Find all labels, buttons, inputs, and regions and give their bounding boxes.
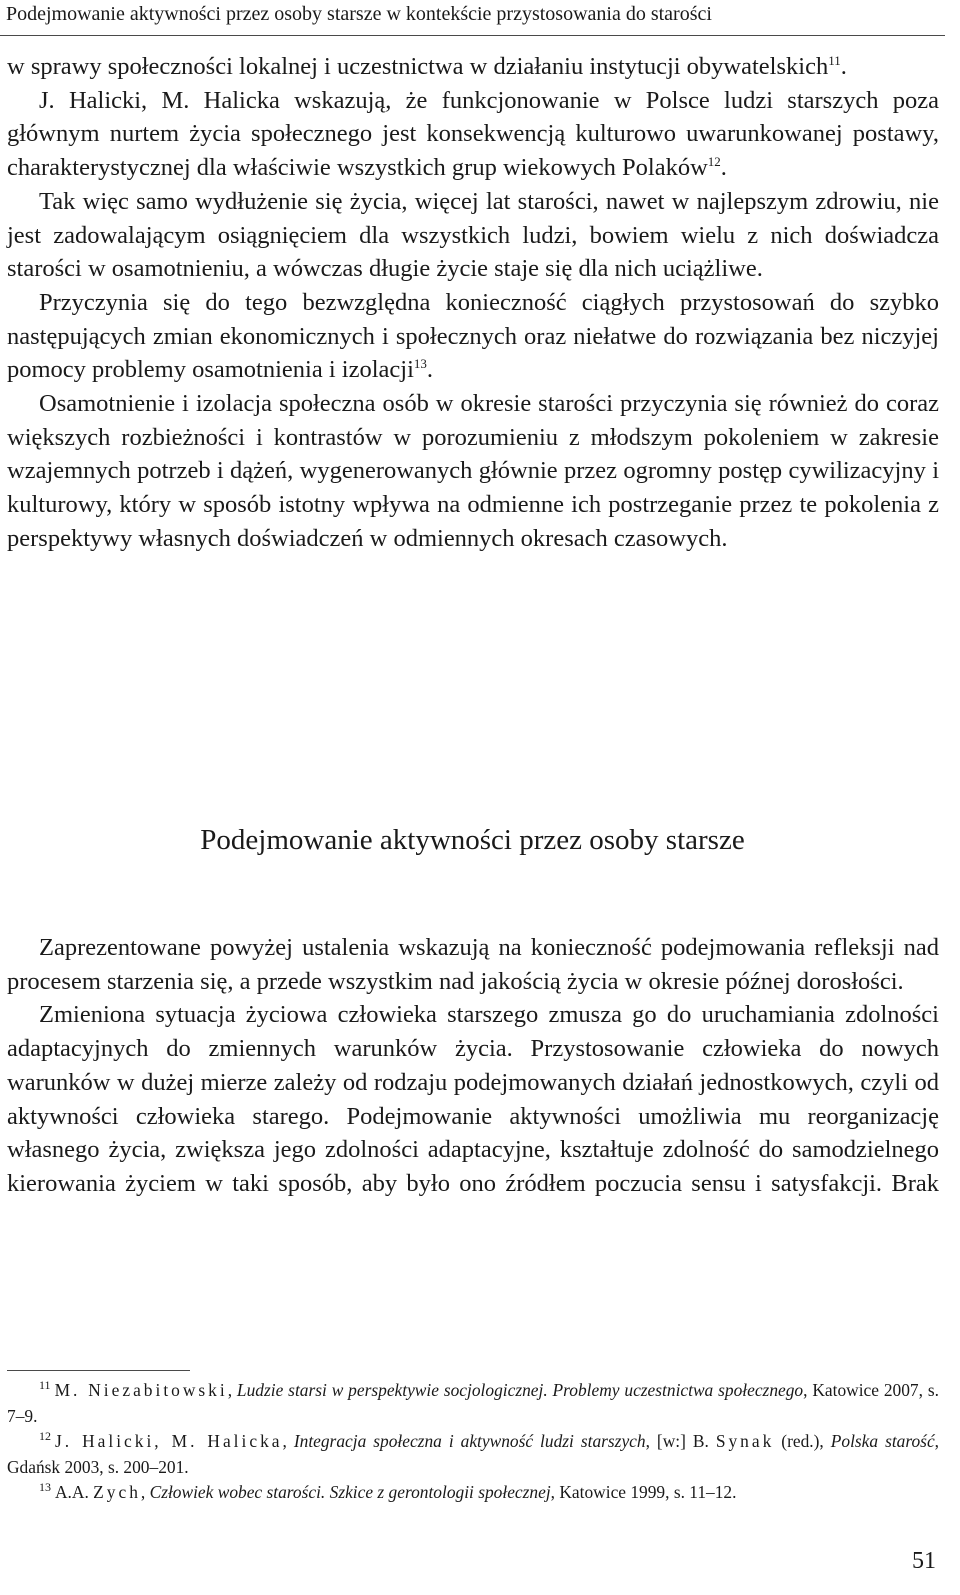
paragraph: J. Halicki, M. Halicka wskazują, że funkcjonowanie w Polsce ludzi starszych poza głównym nurtem życia społecznego jest konsekwencją kulturowo uwarunkowanej postawy, charakterystycznej dla właściwie wszystkich grup wiekowych Polaków$^{12}$. [7,86,939,182]
footnote-author: Zych [93,1482,141,1502]
footnote-title: Integracja społeczna i aktywność ludzi starszych [293,1431,646,1451]
footnote-13: $^{13}$ A.A. Zych, Człowiek wobec starości. Szkice z gerontologii społecznej, Katowice 1999, s. 11–12. [39,1480,737,1502]
footnotes [7,1378,939,1506]
footnote-editor: Synak [715,1431,775,1451]
footnote-ref[interactable]: 13 [413,356,427,372]
section-heading: Podejmowanie aktywności przez osoby starsze [200,824,745,856]
footnote-author: M. Niezabitowski [54,1380,228,1400]
paragraph: Tak więc samo wydłużenie się życia, więcej lat starości, nawet w najlepszym zdrowiu, nie jest zadowalającym osiągnięciem dla wszystkich ludzi, bowiem wielu z nich doświadcza starości w osamotnieniu, a wówczas długie życie staje się dla nich uciążliwe. [7,187,939,283]
running-head: Podejmowanie aktywności przez osoby starsze w kontekście przystosowania do starości [0,0,945,36]
footnote-ref[interactable]: 11 [828,52,841,68]
paragraph: Zaprezentowane powyżej ustalenia wskazują na konieczność podejmowania refleksji nad procesem starzenia się, a przede wszystkim nad jakością życia w okresie późnej dorosłości. [7,934,939,995]
paragraph: w sprawy społeczności lokalnej i uczestnictwa w działaniu instytucji obywatelskich$^{11}$. [7,52,847,80]
footnote-12: $^{12}$ J. Halicki, M. Halicka, Integracja społeczna i aktywność ludzi starszych, [w:] B. Synak (red.), Polska starość, Gdańsk 2003, s. 200–201. [7,1429,940,1477]
paragraph: Przyczynia się do tego bezwzględna konieczność ciągłych przystosowań do szybko następujących zmian ekonomicznych i społecznych oraz niełatwe do rozwiązania bez niczyjej pomocy problemy osamotnienia i izolacji$^{13}$. [7,288,939,384]
footnote-ref[interactable]: 12 [707,153,721,169]
footnote-number: 11 [39,1378,51,1393]
footnote-divider [7,1370,190,1371]
footnote-title: Człowiek wobec starości. Szkice z gerontologii społecznej [149,1482,551,1502]
paragraph: Zmieniona sytuacja życiowa człowieka starszego zmusza go do uruchamiania zdolności adaptacyjnych do zmiennych warunków życia. Przystosowanie człowieka do nowych warunków w dużej mierze zależy od rodzaju podejmowanych działań jednostkowych, czyli od aktywności człowieka starego. Podejmowanie aktywności umożliwia mu reorganizację własnego życia, zwiększa jego zdolności adaptacyjne, kształtuje zdolność do samodzielnego kierowania życiem w taki sposób, aby było ono źródłem poczucia sensu i satysfakcji. Brak [7,1001,939,1197]
page-number: 51 [912,1548,936,1574]
footnote-author: J. Halicki, M. Halicka [55,1431,283,1451]
body-section-1 [7,50,939,556]
body-section-2 [7,931,939,1201]
footnote-11: $^{11}$ M. Niezabitowski, Ludzie starsi w perspektywie socjologicznej. Problemy uczestnictwa społecznego, Katowice 2007, s. 7–9. [7,1378,939,1426]
footnote-title: Polska starość [830,1431,935,1451]
footnote-number: 12 [39,1429,51,1444]
footnote-number: 13 [39,1480,51,1495]
footnote-title: Ludzie starsi w perspektywie socjologicznej. Problemy uczestnictwa społecznego [236,1380,804,1400]
paragraph: Osamotnienie i izolacja społeczna osób w okresie starości przyczynia się również do coraz większych rozbieżności i kontrastów w porozumieniu z młodszym pokoleniem w zakresie wzajemnych potrzeb i dążeń, wygenerowanych głównie przez ogromny postęp cywilizacyjny i kulturowy, który w sposób istotny wpływa na odmienne ich postrzeganie przez te pokolenia z perspektywy własnych doświadczeń w odmiennych okresach czasowych. [7,390,939,552]
